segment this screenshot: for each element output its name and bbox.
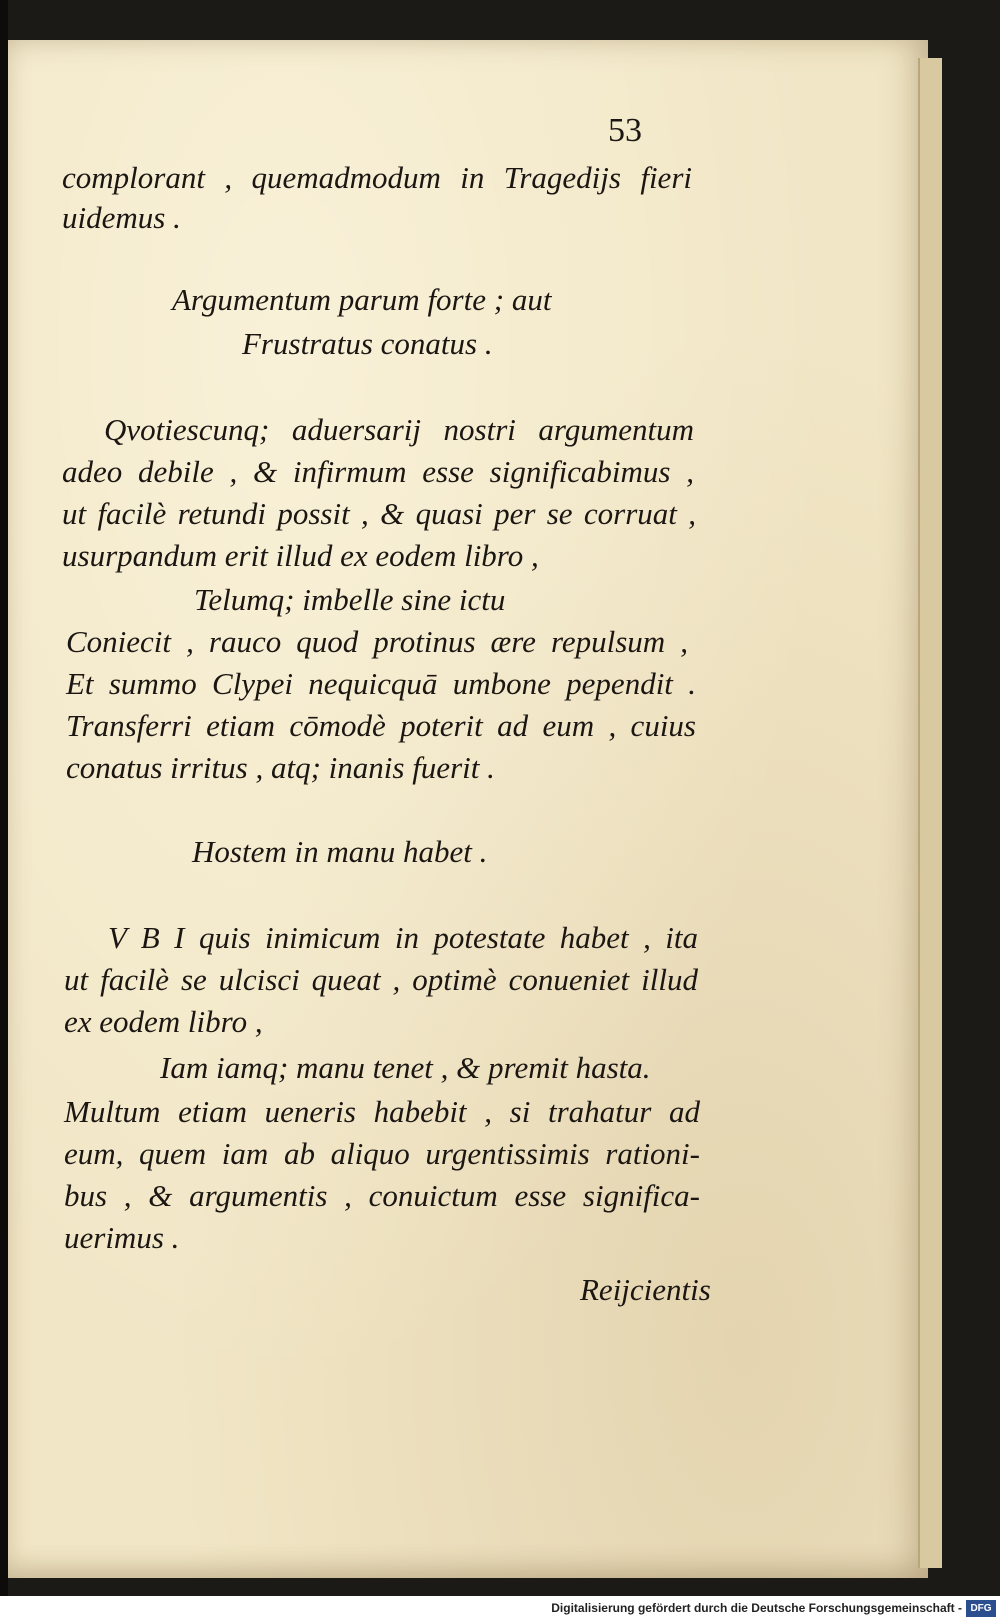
text-line: Qvotiescunq; aduersarij nostri argumentum (104, 412, 694, 447)
text-line: ut facilè se ulcisci queat , optimè conueniet illud (64, 962, 698, 997)
page-number: 53 (608, 112, 642, 149)
section-heading: Argumentum parum forte ; aut (172, 282, 552, 317)
verse-line: Telumq; imbelle sine ictu (194, 582, 506, 617)
section-heading: Frustratus conatus . (242, 326, 493, 361)
section-heading: Hostem in manu habet . (192, 834, 488, 869)
verse-line: Coniecit , rauco quod protinus ære repulsum , (66, 624, 688, 659)
text-line: Transferri etiam cōmodè poterit ad eum , cuius (66, 708, 696, 743)
text-line: adeo debile , & infirmum esse significabimus , (62, 454, 694, 489)
text-line: uerimus . (64, 1220, 180, 1255)
text-line: usurpandum erit illud ex eodem libro , (62, 538, 539, 573)
text-line: complorant , quemadmodum in Tragedijs fieri (62, 160, 692, 195)
funding-notice: Digitalisierung gefördert durch die Deutsche Forschungsgemeinschaft - (551, 1601, 962, 1615)
text-line: Multum etiam ueneris habebit , si trahatur ad (64, 1094, 700, 1129)
catchword: Reijcientis (580, 1272, 711, 1307)
text-line: ex eodem libro , (64, 1004, 263, 1039)
text-line: bus , & argumentis , conuictum esse significa- (64, 1178, 700, 1213)
text-line: conatus irritus , atq; inanis fuerit . (66, 750, 495, 785)
dfg-logo: DFG (966, 1600, 996, 1617)
text-line: ut facilè retundi possit , & quasi per se corruat , (62, 496, 696, 531)
text-line: eum, quem iam ab aliquo urgentissimis rationi- (64, 1136, 700, 1171)
verse-line: Iam iamq; manu tenet , & premit hasta. (160, 1050, 651, 1085)
text-line: uidemus . (62, 200, 181, 235)
verse-line: Et summo Clypei nequicquā umbone pependit . (66, 666, 696, 701)
text-line: V B I quis inimicum in potestate habet , ita (108, 920, 698, 955)
